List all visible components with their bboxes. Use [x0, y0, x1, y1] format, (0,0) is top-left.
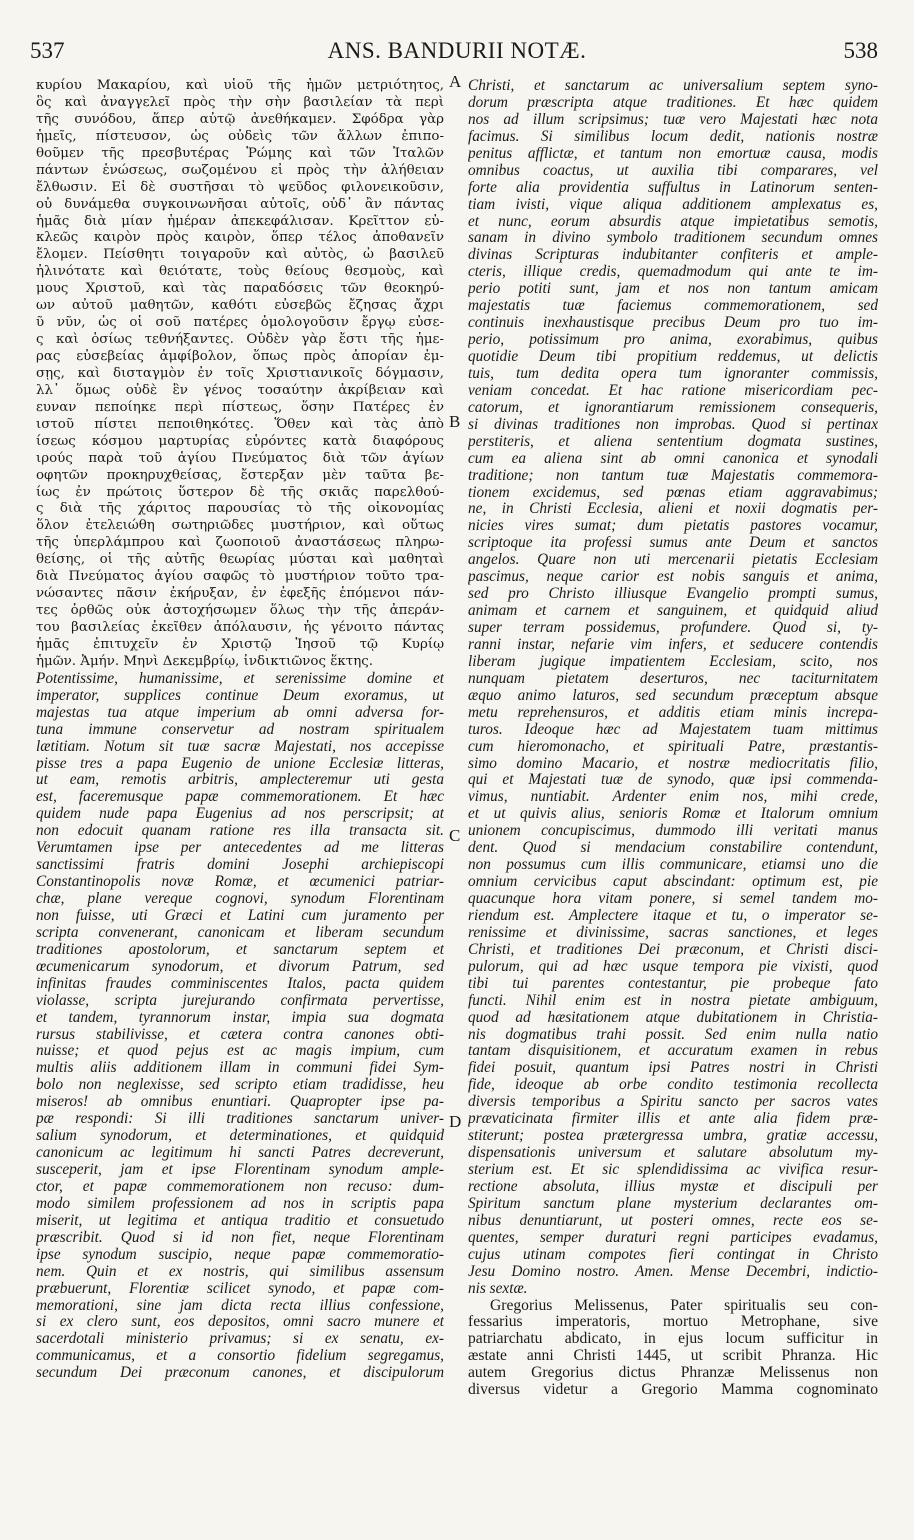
- text-line: ἡμᾶς ἐπιτυχεῖν ἐν Χριστῷ Ἰησοῦ τῷ Κυρίῳ: [36, 636, 444, 652]
- text-line: ἠλινότατε καὶ θειότατε, τοὺς θείους θεσμοὺς, καὶ: [36, 264, 444, 280]
- text-line: catorum, et ignorantiarum remissionem consequeris,: [468, 399, 878, 416]
- text-line: facimus. Si similibus locum dedit, nationis nostræ: [468, 128, 878, 145]
- text-line: riendum est. Amplectere itaque et tu, o imperator se-: [468, 907, 878, 924]
- text-line: κυρίου Μακαρίου, καὶ υἱοῦ τῆς ἡμῶν μετριότητος,: [36, 78, 444, 93]
- text-line: metu reprehensuros, et additis etiam minis increpa-: [468, 704, 878, 721]
- editorial-note-block: [468, 1298, 878, 1400]
- text-line: nibus denuntiarunt, ut posteri omnes, recte eos se-: [468, 1212, 878, 1229]
- text-line: angelos. Quare non uti mercenarii pietatis Ecclesiam: [468, 552, 878, 569]
- text-line: Potentissime, humanissime, et serenissime domine et: [36, 670, 444, 687]
- text-line: turos. Ideoque hæc ad Majestatem tuam mittimus: [468, 721, 878, 738]
- text-line: non edocuit quanam ratione res illa transacta sit.: [36, 823, 444, 840]
- text-line: cum hieromonacho, et spirituali Patre, præstantis-: [468, 738, 878, 755]
- text-line: pascimus, neque carior est nobis sanguis et anima,: [468, 569, 878, 586]
- text-line: liberam jugique impatientem Ecclesiam, scito, nos: [468, 653, 878, 670]
- text-line: τες ὀρθῶς οὐκ ἀστοχήσωμεν ὅλως τὴν τῆς ἀπεράν-: [36, 603, 444, 619]
- text-line: æstate anni Christi 1445, ut scribit Phranza. Hic: [468, 1348, 878, 1365]
- margin-marker-d: D: [449, 1112, 462, 1131]
- text-line: œcumenicarum synodorum, et divorum Patrum, sed: [36, 958, 444, 975]
- text-line: ς διὰ τῆς χάριτος παρουσίας τὸ τῆς οἰκονομίας: [36, 501, 444, 517]
- text-line: τῆς ὑπερλάμπρου καὶ ζωοποιοῦ ἀναστάσεως πληρω-: [36, 535, 444, 551]
- text-line: animam et carnem et sanguinem, et quidquid aliud: [468, 603, 878, 620]
- text-line: traditiones apostolorum, et sanctarum septem et: [36, 941, 444, 958]
- right-page-number: 538: [843, 38, 878, 63]
- left-column: [36, 78, 444, 1382]
- text-line: Christi, et traditiones Dei præconum, et Christi disci-: [468, 941, 878, 958]
- text-line: ipse synodum suscipio, neque papæ commemoratio-: [36, 1246, 444, 1263]
- text-line: nos ad illum scripsimus; tuæ vero Majestati hæc nota: [468, 111, 878, 128]
- text-line: οὐ δυνάμεθα συγκοινωνῆσαι αὐτοῖς, οὐδ᾽ ἂν πάντας: [36, 196, 444, 212]
- text-line: prævaticinata firmiter illis et ante alia fidem præ-: [468, 1111, 878, 1128]
- text-line: non possumus cum illis communicare, etiamsi uno die: [468, 857, 878, 874]
- text-line: quacunque hora vitam ponere, si semel tandem mo-: [468, 891, 878, 907]
- text-line: tionem excidemus, sed pœnas etiam aggravabimus;: [468, 484, 878, 501]
- text-line: omnium cervicibus caput abscindant: optimum est, pie: [468, 874, 878, 891]
- text-line: continuis inexhaustisque precibus Deum pro tuo im-: [468, 315, 878, 332]
- text-line: patriarchatu abdicato, in ejus locum sufficitur in: [468, 1331, 878, 1348]
- text-line: memorationi, sine jam dicta recta illius confessione,: [36, 1297, 444, 1314]
- text-line: diversis temporibus a Spiritu sancto per sacros vates: [468, 1094, 878, 1111]
- text-line: ἔλομεν. Πείσθητι τοιγαροῦν καὶ αὐτὸς, ὦ βασιλεῦ: [36, 247, 444, 263]
- text-line: perio potiti sunt, jam et nos non tantum amicam: [468, 281, 878, 298]
- latin-text-block-left: [36, 671, 444, 1382]
- text-line: simo domino Macario, et nostræ mediocritatis filio,: [468, 755, 878, 772]
- text-line: Gregorius Melissenus, Pater spiritualis seu con-: [490, 1297, 878, 1314]
- text-line: ιρούς παρὰ τοῦ ἁγίου Πνεύματος διὰ τῶν ἁγίων: [36, 450, 444, 466]
- text-line: lætitiam. Notum sit tuæ sacræ Majestati, nos accepisse: [36, 738, 444, 755]
- text-line: ἡμῶν. Ἀμήν. Μηνὶ Δεκεμβρίῳ, ἰνδικτιῶνος ἕκτης.: [36, 653, 373, 669]
- text-line: super terram possidemus, profundere. Quod si, ty-: [468, 620, 878, 636]
- text-line: et ut quivis alius, senioris Romæ et Italorum omnium: [468, 806, 878, 823]
- text-line: scripta convenerant, canonicam et liberam secundum: [36, 924, 444, 941]
- text-line: sanam in divino symbolo traditionem secundum omnes: [468, 230, 878, 247]
- text-line: præscribit. Quod si id non fiet, neque Florentinam: [36, 1229, 444, 1246]
- text-line: τῆς συνόδου, ἅπερ αὐτῷ ἀνεθήκαμεν. Σφόδρα γὰρ: [36, 111, 444, 127]
- text-line: ἡμεῖς, πίστευσον, ὡς οὐδεὶς τῶν ἄλλων ἐπιπο-: [36, 128, 444, 144]
- text-line: si divinas traditiones non improbas. Quod si pertinax: [468, 416, 878, 433]
- text-line: dorum præscripta atque traditiones. Et hæc quidem: [468, 94, 878, 111]
- text-line: Verumtamen ipse per antecedentes ad me litteras: [36, 840, 444, 857]
- text-line: secundum Dei præconum canones, et discipulorum: [36, 1365, 444, 1382]
- text-line: του βασιλείας ἐκεῖθεν ἀπόλαυσιν, ἧς γένοιτο πάντας: [36, 620, 444, 635]
- text-line: qui et Majestati tuæ de synodo, quæ ipsi commenda-: [468, 772, 878, 789]
- text-line: infinitas fraudes comminiscentes Italos, pacta quidem: [36, 975, 444, 992]
- text-line: rectione absoluta, illius mystæ et discipuli per: [468, 1178, 878, 1195]
- text-line: majestas tua atque imperium ab omni adversa for-: [36, 704, 444, 721]
- text-line: οφητῶν προκηρυχθείσας, ἔστερξαν μὲν ταῦτα βε-: [36, 467, 444, 483]
- text-line: θείσης, οἱ τῆς αὐτῆς θεωρίας μύσται καὶ μαθηταὶ: [36, 552, 444, 568]
- text-line: ς καὶ ὁσίως τεθνήξαντες. Οὐδὲν γὰρ ἔστι τῆς ἡμε-: [36, 332, 444, 348]
- text-line: veniam concedat. Et hac ratione misericordiam pec-: [468, 382, 878, 399]
- text-line: miseros! ab omnibus enuntiari. Quapropter ipse pa-: [36, 1094, 444, 1111]
- text-line: nem. Quin et ex nostris, qui similibus assensum: [36, 1263, 444, 1280]
- text-line: penitus afflictæ, et tantum non emortuæ causa, modis: [468, 145, 878, 162]
- text-line: nis sextæ.: [468, 1280, 528, 1297]
- text-line: dispensationis universum et salutare absolutum my-: [468, 1145, 878, 1162]
- text-line: perstiteris, et aliena sententium dogmata sustines,: [468, 433, 878, 450]
- text-line: si ex clero sunt, eos depositos, omni sacro munere et: [36, 1314, 444, 1331]
- text-line: διὰ Πνεύματος ἁγίου σαφῶς τὸ μυστήριον τοῦτο τρα-: [36, 569, 444, 585]
- margin-marker-b: B: [449, 412, 461, 431]
- text-line: ranni instar, nefarie vim infers, et seducere contendis: [468, 636, 878, 653]
- text-line: non fuisse, uti Græci et Latini cum juramento per: [36, 907, 444, 924]
- latin-text-block-right: [468, 78, 878, 1298]
- text-line: quidem nude papa Eugenius ad nos perscripsit; at: [36, 806, 444, 823]
- text-line: et nunc, eorum absurdis atque impietatibus semotis,: [468, 213, 878, 230]
- text-line: ίως ἐν πρώτοις ὕστερον δὲ τῆς σκιᾶς παρελθού-: [36, 484, 444, 500]
- text-line: susceperit, jam et ipse Florentinam synodum ample-: [36, 1162, 444, 1178]
- text-line: πάντων ἑνώσεως, σωζομένου εἰ πρὸς τὴν ἀλήθειαν: [36, 162, 444, 178]
- text-line: est, faceremusque papæ commemorationem. Et hæc: [36, 789, 444, 806]
- greek-text-block: [36, 78, 444, 671]
- text-line: bolo non neglexisse, sed scripto etiam tradidisse, heu: [36, 1077, 444, 1094]
- right-column: [468, 78, 878, 1399]
- text-line: tantam disquisitionem, et accuratum examen in rebus: [468, 1043, 878, 1060]
- text-line: stiterunt; postea prætergressa umbra, gratiæ accessu,: [468, 1128, 878, 1145]
- text-line: sanctissimi fratris domini Josephi archiepiscopi: [36, 857, 444, 874]
- text-line: ἡμᾶς διὰ μίαν ἡμέραν ἀπεκεφάλισαν. Κρεῖττον εὐ-: [36, 213, 444, 229]
- text-line: ut eam, remotis arbitris, amplecteremur uti gesta: [36, 772, 444, 789]
- text-line: cteris, illique credis, quemadmodum qui ante te im-: [468, 264, 878, 281]
- text-line: quotidie Deum tibi propitium reddemus, ut delictis: [468, 349, 878, 365]
- text-line: nicies vires sumat; dum pietatis pastores vocamur,: [468, 518, 878, 535]
- text-line: violasse, scripta jurejurando confirmata pervertisse,: [36, 992, 444, 1009]
- text-line: σῃς, καὶ δισταγμὸν ἐν τοῖς Χριστιανικοῖς δόγμασιν,: [36, 365, 444, 381]
- text-line: chæ, plane vereque cognovi, synodum Florentinam: [36, 891, 444, 907]
- text-line: ἔλθωσιν. Εἰ δὲ συστῆσαι τὸ ψεῦδος φιλονεικοῦσιν,: [36, 179, 444, 195]
- text-line: θοῦμεν τῆς πρεσβυτέρας Ῥώμης καὶ τῶν Ἰταλῶν: [36, 145, 444, 161]
- text-line: communicamus, et a consortio fidelium segregamus,: [36, 1348, 444, 1365]
- text-line: fessarius imperatoris, mortuo Metrophane, sive: [468, 1314, 878, 1331]
- text-line: nuisse; et quod pejus est ac magis impium, cum: [36, 1043, 444, 1060]
- text-line: tuis, tum dedita opera tum ignoranter commissis,: [468, 365, 878, 382]
- text-line: cum ea aliena sint ab omni canonica et synodali: [468, 450, 878, 467]
- text-line: præbuerunt, Florentiæ scilicet synodo, et papæ com-: [36, 1280, 444, 1297]
- text-line: μους Χριστοῦ, καὶ τὰς παραδόσεις τῶν θεοκηρύ-: [36, 281, 444, 297]
- text-line: pæ respondi: Si illi traditiones sanctarum univer-: [36, 1111, 444, 1128]
- text-line: ctor, et papæ commemorationem non recuso: dum-: [36, 1178, 444, 1195]
- text-line: divinas Scripturas indubitanter confiteris et ample-: [468, 247, 878, 264]
- text-line: ῦ νῦν, ὡς οἱ σοῦ πατέρες ὁμολογοῦσιν ἔργῳ εὐσε-: [36, 315, 444, 331]
- text-line: quentes, semper duraturi regni participes evadamus,: [468, 1229, 878, 1246]
- text-line: tuna immune conservetur ad nostram spiritualem: [36, 721, 444, 738]
- text-line: Jesu Domino nostro. Amen. Mense Decembri, indictio-: [468, 1263, 878, 1280]
- text-line: ὅλον ἐτελειώθη σωτηριῶδες μυστήριον, καὶ οὕτως: [36, 518, 444, 534]
- text-line: vimus, nuntiabit. Ardenter enim nos, mihi crede,: [468, 789, 878, 806]
- text-line: et tandem, tyrannorum instar, impia sua dogmata: [36, 1009, 444, 1026]
- text-line: perio, potissimum pro anima, exorabimus, quibus: [468, 332, 878, 349]
- text-line: majestatis tuæ faciemus commemorationem, sed: [468, 298, 878, 315]
- text-line: κλεῶς καιρὸν πρὸς καιρὸν, ὅπερ τέλος ἀποθανεῖν: [36, 230, 444, 246]
- text-line: functi. Nihil enim est in nostra pietate ambiguum,: [468, 992, 878, 1009]
- text-line: miserit, ut legitima et antiqua traditio et consuetudo: [36, 1212, 444, 1229]
- text-line: omnibus coactus, ut auxilia tibi comparares, vel: [468, 162, 878, 179]
- text-line: salium synodorum, et determinationes, et quidquid: [36, 1128, 444, 1145]
- text-line: ρας εὐσεβείας ἀμφίβολον, ὅπως πρὸς ἀπορίαν ἐμ-: [36, 349, 444, 364]
- text-line: nis dogmatibus trahi possit. Sed enim nulla natio: [468, 1026, 878, 1043]
- text-line: quod ad hæsitationem atque dubitationem in Christia-: [468, 1009, 878, 1026]
- text-line: ὃς καὶ ἀναγγελεῖ πρὸς τὴν σὴν βασιλείαν τὰ περὶ: [36, 94, 444, 110]
- text-line: pisse tres a papa Eugenio de unione Ecclesiæ litteras,: [36, 755, 444, 772]
- text-line: rursus stabilivisse, et cætera contra canones obti-: [36, 1026, 444, 1043]
- text-line: forte alia providentia suffultus in Latinorum senten-: [468, 179, 878, 196]
- text-line: autem Gregorius dictus Phranzæ Melissenus non: [468, 1365, 878, 1382]
- text-line: Constantinopolis novæ Romæ, et œcumenici patriar-: [36, 874, 444, 891]
- text-line: ιστοῦ πίστει πεποιθηκότες. Ὅθεν καὶ τὰς ἀπὸ: [36, 416, 444, 432]
- text-line: pulorum, qui ad hæc usque tempora pie vixisti, quod: [468, 958, 878, 975]
- text-line: scriptoque ita professi sumus ante Deum et sanctos: [468, 535, 878, 552]
- text-line: Christi, et sanctarum ac universalium septem syno-: [468, 78, 878, 94]
- text-line: tiam ivisti, vique aliqua additionem amplexatus es,: [468, 196, 878, 213]
- text-line: sterium est. Et sic splendidissima ac vivifica resur-: [468, 1162, 878, 1178]
- text-line: modo similem professionem ad nos in scriptis papa: [36, 1195, 444, 1212]
- text-line: fidei posuit, quantum ipsi Patres nostri in Christi: [468, 1060, 878, 1077]
- text-line: imperator, supplices continue Deum exoramus, ut: [36, 687, 444, 704]
- text-line: ευναν πεποίηκε περὶ πίστεως, ὅσην Πατέρες ἐν: [36, 399, 444, 415]
- text-line: tibi tui parentes contestantur, pie probeque fato: [468, 975, 878, 992]
- text-line: fide, ideoque ab orbe condito testimonia recollecta: [468, 1077, 878, 1094]
- text-line: ίσεως κόσμου μαρτυρίας εὑρόντες κατὰ διαφόρους: [36, 433, 444, 449]
- text-line: diversus videtur a Gregorio Mamma cognominato: [468, 1382, 878, 1399]
- text-line: canonicum ac legitimum hi sancti Patres decreverunt,: [36, 1145, 444, 1162]
- text-line: cujus utinam compotes fieri contingat in Christo: [468, 1246, 878, 1263]
- text-line: λλ᾽ ὅμως οὐδὲ ἓν γένος τοσαύτην ἀκρίβειαν καὶ: [36, 382, 444, 398]
- margin-marker-a: A: [449, 72, 462, 91]
- text-line: traditione; non tantum tuæ Majestatis commemora-: [468, 467, 878, 484]
- text-line: renissime et divinissime, sacras sanctiones, et leges: [468, 924, 878, 941]
- text-line: sacerdotali ministerio privamus; si ex senatu, ex-: [36, 1331, 444, 1348]
- text-line: sed pro Christo illiusque Evangelio prompti sumus,: [468, 586, 878, 603]
- text-line: Spiritum sanctum plane mysterium declarantes om-: [468, 1195, 878, 1212]
- left-page-number: 537: [30, 38, 65, 63]
- text-line: multis aliis additionem illam in communi fidei Sym-: [36, 1060, 444, 1077]
- text-line: unionem concupiscimus, dummodo illi veritati manus: [468, 823, 878, 840]
- text-line: νώσαντες πᾶσιν ἐκήρυξαν, ἐν ἐφεξῆς ἑπόμενοι πάν-: [36, 586, 444, 602]
- text-line: ων αὐτοῦ μαθητῶν, καθότι εὐσεβῶς ἔζησας ἄχρι: [36, 298, 444, 314]
- running-title: ANS. BANDURII NOTÆ.: [327, 38, 587, 63]
- text-line: nunquam pietatem deserturos, nec taciturnitatem: [468, 670, 878, 687]
- text-line: dent. Quod si mendacium constabilire contendunt,: [468, 840, 878, 857]
- margin-marker-c: C: [449, 826, 461, 845]
- text-line: æquo animo laturos, sed secundum præceptum absque: [468, 687, 878, 704]
- text-line: ne, in Christi Ecclesia, alieni et noxii dogmatis per-: [468, 501, 878, 518]
